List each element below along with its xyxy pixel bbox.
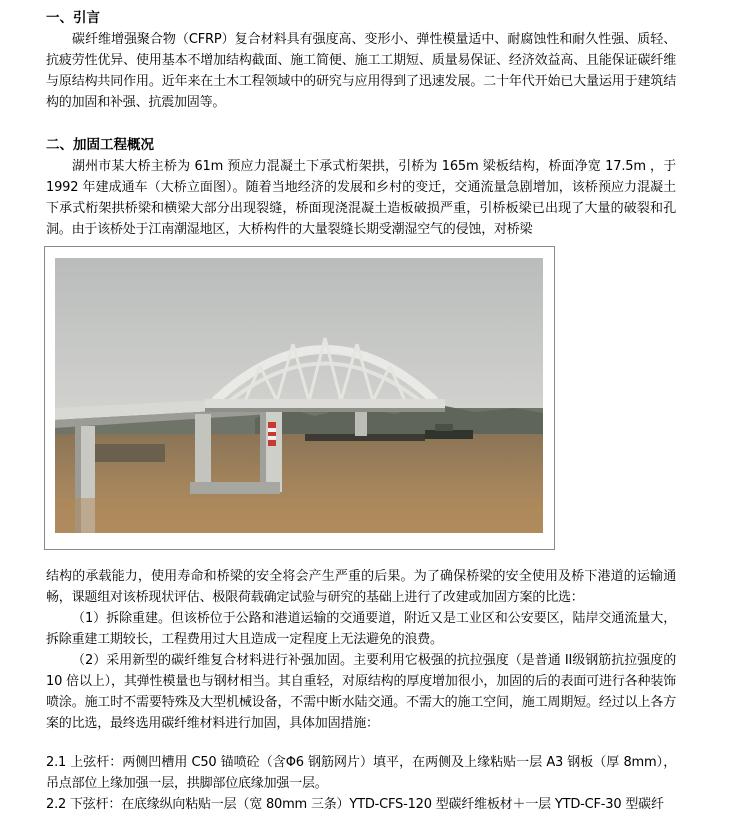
bridge-photo-frame (44, 246, 555, 550)
option-2-paragraph: （2）采用新型的碳纤维复合材料进行补强加固。主要利用它极强的抗拉强度（是普通 II级钢筋抗拉强度的 10 倍以上），其弹性模量也与钢材相当。其自重轻，对原结构的厚度增加很小，加固的后的表面可进行各种装饰喷涂。施工时不需要特殊及大型机械设备，不需中断水陆交通。不需大的施工空间，施工周期短。经过以上各方案的比选，最终选用碳纤维材料进行加固，具体加固措施： (46, 653, 676, 731)
section-heading-introduction: 一、引言 (46, 10, 100, 26)
spacer (46, 113, 676, 135)
project-overview-paragraph-2: 结构的承载能力，使用寿命和桥梁的安全将会产生严重的后果。为了确保桥梁的安全使用及桥下港道的运输通畅，课题组对该桥现状评估、极限荷载确定试验与研究的基础上进行了改建或加固方案的比选： (46, 569, 676, 605)
project-overview-paragraph-1: 湖州市某大桥主桥为 61m 预应力混凝土下承式桁架拱，引桥为 165m 梁板结构，桥面净宽 17.5m ，于 1992 年建成通车（大桥立面图）。随着当地经济的发展和乡村的变迁，交通流量急剧增加，该桥预应力混凝土下承式桁架拱桥梁和横梁大部分出现裂缝，桥面现浇混凝土造板破损严重，引桥板梁已出现了大量的破裂和孔洞。由于该桥处于江南潮湿地区，大桥构件的大量裂缝长期受潮湿空气的侵蚀，对桥梁 (46, 159, 676, 237)
option-1-paragraph: （1）拆除重建。但该桥位于公路和港道运输的交通要道，附近又是工业区和公安要区，陆岸交通流量大，拆除重建工期较长，工程费用过大且造成一定程度上无法避免的浪费。 (46, 611, 676, 647)
bridge-photo (55, 258, 543, 533)
measure-2-2-paragraph: 2.2 下弦杆：在底缘纵向粘贴一层（宽 80mm 三条）YTD-CFS-120 型碳纤维板材＋一层 YTD-CF-30 型碳纤 (46, 797, 664, 812)
document-body (46, 8, 676, 815)
spacer (46, 734, 676, 752)
section-heading-project-overview: 二、加固工程概况 (46, 137, 154, 153)
measure-2-1-paragraph: 2.1 上弦杆：两侧凹槽用 C50 锚喷砼（含Φ6 钢筋网片）填平，在两侧及上缘粘贴一层 A3 钢板（厚 8mm），吊点部位上缘加强一层，拱脚部位底缘加强一层。 (46, 755, 676, 791)
introduction-paragraph: 碳纤维增强聚合物（CFRP）复合材料具有强度高、变形小、弹性模量适中、耐腐蚀性和耐久性强、质轻、抗疲劳性优异、使用基本不增加结构截面、施工简便、施工工期短、质量易保证、经济效益高、且能保证碳纤维与原结构共同作用。近年来在土木工程领域中的研究与应用得到了迅速发展。二十年代开始已大量运用于建筑结构的加固和补强、抗震加固等。 (46, 32, 676, 110)
